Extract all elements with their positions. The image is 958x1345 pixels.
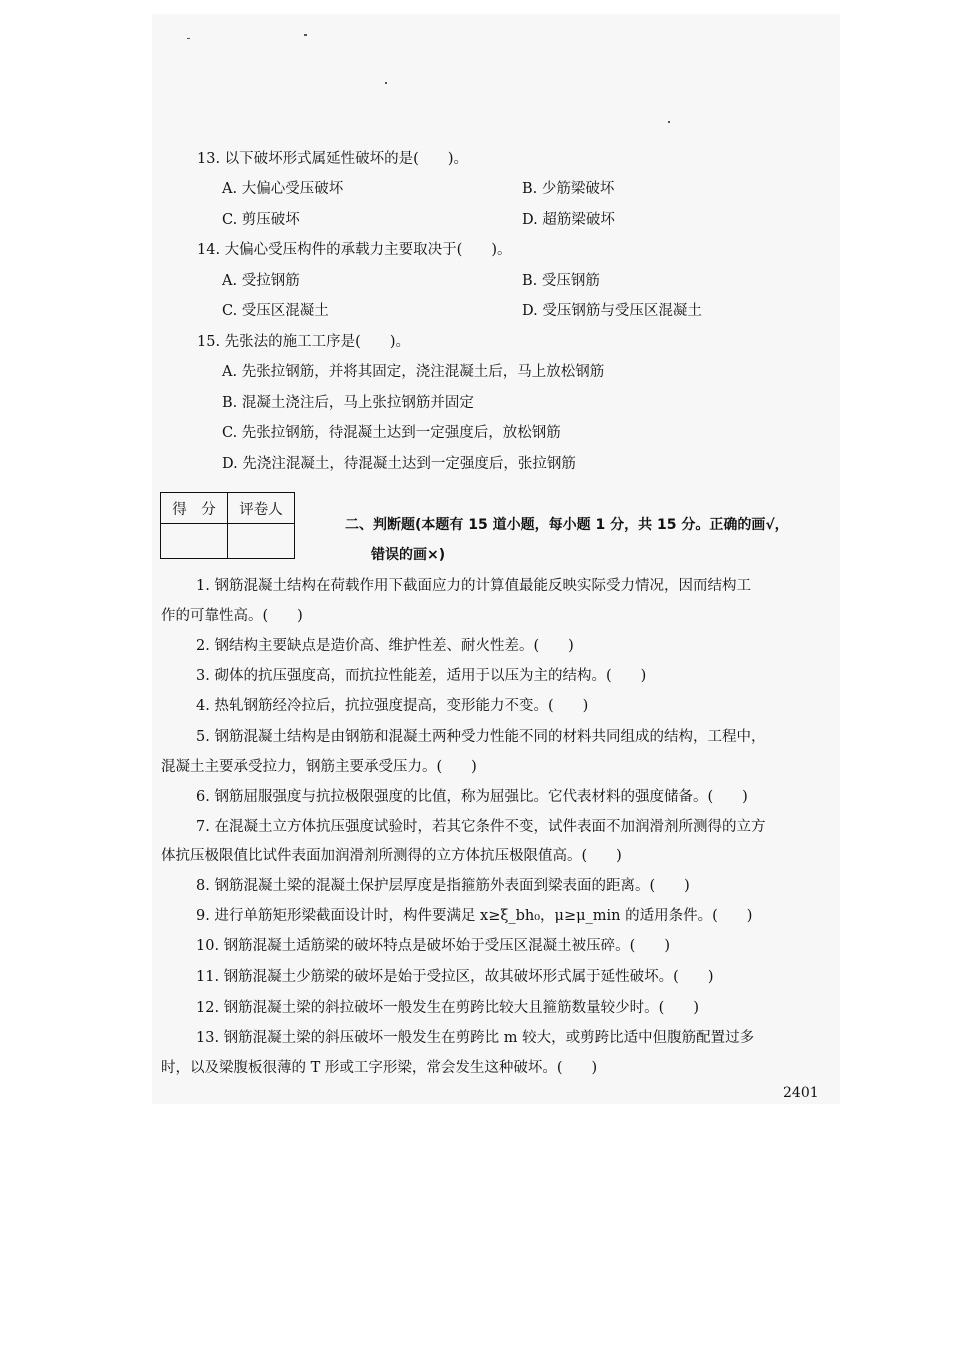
judge-item: 作的可靠性高。( ) (161, 608, 303, 624)
judge-item: 9. 进行单筋矩形梁截面设计时，构件要满足 x≥ξ_bh₀，μ≥μ_min 的适用条件。( ) (196, 908, 753, 924)
option-c: C. 先张拉钢筋，待混凝土达到一定强度后，放松钢筋 (222, 425, 561, 441)
judge-item: 2. 钢结构主要缺点是造价高、维护性差、耐火性差。( ) (196, 638, 574, 654)
page-number: 2401 (783, 1085, 819, 1101)
judge-item: 12. 钢筋混凝土梁的斜拉破坏一般发生在剪跨比较大且箍筋数量较少时。( ) (196, 1000, 699, 1016)
grader-label: 评卷人 (228, 493, 295, 524)
question-stem: 15. 先张法的施工工序是( )。 (197, 334, 410, 350)
scan-speck (385, 82, 387, 84)
score-table (160, 492, 295, 559)
judge-item: 11. 钢筋混凝土少筋梁的破坏是始于受拉区，故其破坏形式属于延性破坏。( ) (196, 969, 714, 985)
option-c: C. 受压区混凝土 (222, 303, 329, 319)
scan-speck (187, 38, 190, 39)
judge-item: 混凝土主要承受拉力，钢筋主要承受压力。( ) (161, 759, 477, 775)
grader-cell (228, 524, 295, 559)
judge-item: 4. 热轧钢筋经冷拉后，抗拉强度提高，变形能力不变。( ) (196, 698, 589, 714)
judge-item: 时，以及梁腹板很薄的 T 形或工字形梁，常会发生这种破坏。( ) (161, 1060, 598, 1076)
judge-item: 3. 砌体的抗压强度高，而抗拉性能差，适用于以压为主的结构。( ) (196, 668, 647, 684)
option-d: D. 先浇注混凝土，待混凝土达到一定强度后，张拉钢筋 (222, 456, 576, 472)
question-stem: 14. 大偏心受压构件的承载力主要取决于( )。 (197, 242, 512, 258)
judge-item: 体抗压极限值比试件表面加润滑剂所测得的立方体抗压极限值高。( ) (161, 848, 622, 864)
score-label: 得 分 (161, 493, 228, 524)
option-d: D. 超筋梁破坏 (522, 212, 615, 228)
option-b: B. 受压钢筋 (522, 273, 600, 289)
option-c: C. 剪压破坏 (222, 212, 300, 228)
option-a: A. 先张拉钢筋，并将其固定，浇注混凝土后，马上放松钢筋 (222, 364, 605, 380)
section-heading-cont: 错误的画×) (371, 547, 446, 563)
option-b: B. 混凝土浇注后，马上张拉钢筋并固定 (222, 395, 474, 411)
judge-item: 7. 在混凝土立方体抗压强度试验时，若其它条件不变，试件表面不加润滑剂所测得的立方 (196, 819, 766, 835)
section-heading: 二、判断题(本题有 15 道小题，每小题 1 分，共 15 分。正确的画√， (345, 517, 789, 533)
option-a: A. 受拉钢筋 (222, 273, 300, 289)
score-cell (161, 524, 228, 559)
scan-speck (668, 121, 670, 123)
judge-item: 6. 钢筋屈服强度与抗拉极限强度的比值，称为屈强比。它代表材料的强度储备。( ) (196, 789, 748, 805)
question-stem: 13. 以下破坏形式属延性破坏的是( )。 (197, 151, 468, 167)
option-a: A. 大偏心受压破坏 (222, 181, 344, 197)
judge-item: 10. 钢筋混凝土适筋梁的破坏特点是破坏始于受压区混凝土被压碎。( ) (196, 938, 670, 954)
option-b: B. 少筋梁破坏 (522, 181, 615, 197)
scan-speck (304, 34, 307, 36)
judge-item: 5. 钢筋混凝土结构是由钢筋和混凝土两种受力性能不同的材料共同组成的结构，工程中， (196, 729, 766, 745)
option-d: D. 受压钢筋与受压区混凝土 (522, 303, 702, 319)
judge-item: 1. 钢筋混凝土结构在荷载作用下截面应力的计算值最能反映实际受力情况，因而结构工 (196, 578, 751, 594)
judge-item: 8. 钢筋混凝土梁的混凝土保护层厚度是指箍筋外表面到梁表面的距离。( ) (196, 878, 690, 894)
judge-item: 13. 钢筋混凝土梁的斜压破坏一般发生在剪跨比 m 较大，或剪跨比适中但腹筋配置过多 (196, 1030, 755, 1046)
